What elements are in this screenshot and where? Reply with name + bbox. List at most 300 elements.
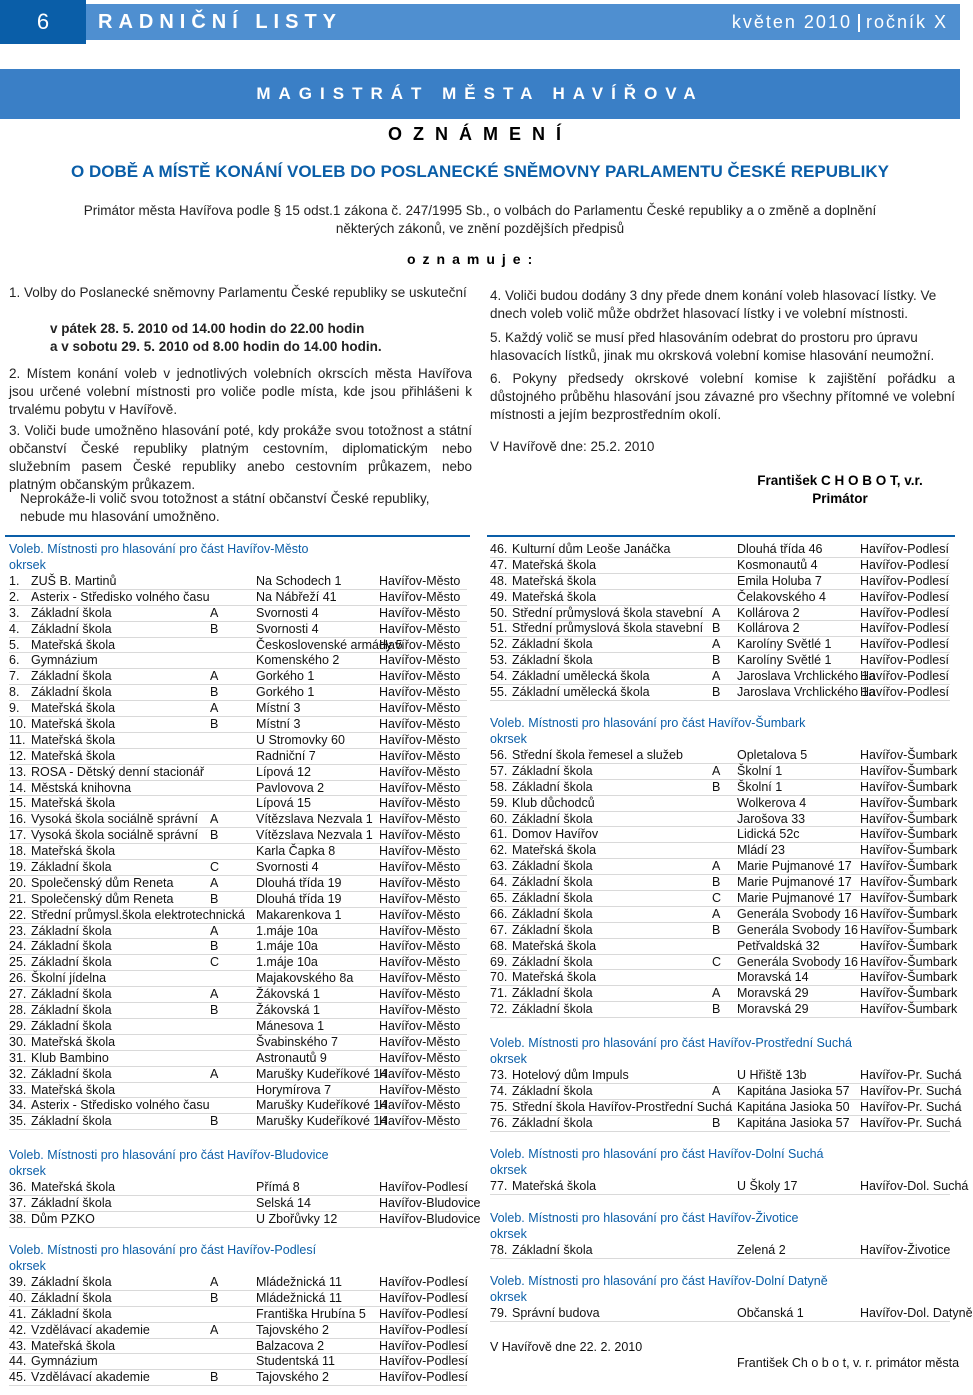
venue-district: Havířov-Šumbark <box>860 811 958 826</box>
venue-district: Havířov-Podlesí <box>379 1290 468 1305</box>
table-row <box>9 1370 467 1386</box>
venue-district: Havířov-Pr. Suchá <box>860 1099 962 1114</box>
venue-name: Základní škola <box>512 637 593 652</box>
table-row <box>490 748 958 764</box>
section-title: Voleb. Místnosti pro hlasování pro část Havířov-Prostřední Suchá <box>490 1036 852 1050</box>
row-number: 28. <box>9 1003 27 1018</box>
table-row <box>490 1083 962 1100</box>
issue-info <box>732 4 948 40</box>
venue-name: Gymnázium <box>31 653 98 668</box>
venue-address: Žákovská 1 <box>256 1003 320 1018</box>
venue-name: Základní škola <box>512 1002 593 1017</box>
section-title: Voleb. Místnosti pro hlasování pro část Havířov-Životice <box>490 1211 799 1225</box>
row-number: 10. <box>9 717 27 732</box>
section-title: Voleb. Místnosti pro hlasování pro část Havířov-Šumbark <box>490 716 806 730</box>
row-number: 50. <box>490 605 508 620</box>
venue-part: B <box>210 1370 219 1385</box>
venue-part: A <box>210 987 219 1002</box>
table-row <box>490 653 950 669</box>
row-number: 29. <box>9 1018 27 1033</box>
venue-address: Tajovského 2 <box>256 1370 329 1385</box>
table-row <box>9 749 467 765</box>
venue-name: Základní škola <box>512 779 593 794</box>
venue-district: Havířov-Město <box>379 955 461 970</box>
venue-address: Občanská 1 <box>737 1306 804 1320</box>
venue-address: Svornosti 4 <box>256 621 319 636</box>
row-number: 45. <box>9 1370 27 1385</box>
row-number: 76. <box>490 1115 508 1130</box>
row-number: 72. <box>490 1002 508 1017</box>
section-title: Voleb. Místnosti pro hlasování pro část Havířov-Město <box>9 542 309 556</box>
venue-part: A <box>210 1066 219 1081</box>
table-row <box>490 859 958 875</box>
venue-district: Havířov-Město <box>379 891 461 906</box>
table-row <box>9 574 467 590</box>
table-row <box>490 779 958 796</box>
signature <box>740 472 940 508</box>
row-number: 32. <box>9 1066 27 1081</box>
table-row <box>9 1067 467 1083</box>
venue-district: Havířov-Podlesí <box>860 573 949 588</box>
table-row <box>9 828 467 844</box>
polling-table-podlesi-cont <box>490 542 950 701</box>
venue-address: Na Nábřeží 41 <box>256 589 337 604</box>
venue-address: Balzacova 2 <box>256 1338 325 1353</box>
venue-part: A <box>210 875 219 890</box>
row-number: 75. <box>490 1099 508 1114</box>
venue-address: Marie Pujmanové 17 <box>737 891 852 906</box>
signature-name: František C H O B O T, v.r. <box>757 473 923 488</box>
table-row <box>9 1035 467 1051</box>
venue-address: Na Schodech 1 <box>256 574 342 588</box>
row-number: 7. <box>9 669 20 684</box>
venue-name: Asterix - Středisko volného času <box>31 1098 210 1113</box>
venue-address: Marie Pujmanové 17 <box>737 875 852 890</box>
row-number: 66. <box>490 906 508 921</box>
table-row <box>490 922 958 939</box>
venue-district: Havířov-Město <box>379 1018 461 1033</box>
row-number: 62. <box>490 843 508 858</box>
venue-name: Správní budova <box>512 1306 600 1320</box>
venue-address: Karla Čapka 8 <box>256 844 336 859</box>
venue-district: Havířov-Podlesí <box>860 653 949 668</box>
separator <box>858 14 860 32</box>
page-number: 6 <box>0 0 86 44</box>
venue-address: Mládí 23 <box>737 843 785 858</box>
table-row <box>490 621 950 637</box>
table-row <box>490 843 958 859</box>
page-header <box>0 0 960 44</box>
venue-district: Havířov-Podlesí <box>860 557 949 572</box>
venue-address: Zelená 2 <box>737 1243 786 1257</box>
row-number: 68. <box>490 938 508 953</box>
venue-address: Mánesova 1 <box>256 1018 325 1033</box>
section-heading-dolni <box>490 1147 824 1179</box>
intro-text <box>40 202 920 238</box>
divider <box>487 535 955 537</box>
venue-address: 1.máje 10a <box>256 939 318 954</box>
venue-address: Kollárova 2 <box>737 605 800 620</box>
row-number: 39. <box>9 1275 27 1289</box>
venue-name: Základní škola <box>31 621 112 636</box>
venue-part: A <box>712 669 721 684</box>
venue-part: A <box>712 605 721 620</box>
row-number: 78. <box>490 1243 508 1257</box>
venue-part: A <box>210 1275 219 1289</box>
election-date-1: v pátek 28. 5. 2010 od 14.00 hodin do 22.00 hodin <box>50 321 365 336</box>
row-number: 36. <box>9 1180 27 1194</box>
venue-name: Základní škola <box>31 685 112 700</box>
venue-address: Komenského 2 <box>256 653 340 668</box>
venue-district: Havířov-Město <box>379 701 461 716</box>
point-4: 4. Voliči budou dodány 3 dny přede dnem konání voleb hlasovací lístky. Ve dnech voleb volič může obdržet hlasovací lístky i ve volební místnosti. <box>490 288 937 321</box>
venue-address: Generála Svobody 16 <box>737 922 858 937</box>
row-number: 11. <box>9 732 26 747</box>
table-row <box>9 1195 481 1212</box>
venue-name: Základní škola <box>31 1066 112 1081</box>
table-row <box>9 860 467 876</box>
table-row <box>9 1180 467 1196</box>
venue-district: Havířov-Podlesí <box>379 1370 468 1385</box>
venue-address: Tajovského 2 <box>256 1322 329 1337</box>
table-row <box>9 1019 467 1035</box>
venue-district: Havířov-Pr. Suchá <box>860 1115 962 1130</box>
section-title: Voleb. Místnosti pro hlasování pro část Havířov-Podlesí <box>9 1243 317 1257</box>
venue-address: Vítězslava Nezvala 1 <box>256 812 373 827</box>
signature-role: Primátor <box>812 491 868 506</box>
venue-name: Mateřská škola <box>512 1179 597 1193</box>
venue-name: Vysoká škola sociálně správní <box>31 812 198 827</box>
table-row <box>9 924 467 940</box>
polling-table-sumbark <box>490 748 958 1018</box>
venue-district: Havířov-Město <box>379 1034 461 1049</box>
venue-name: Klub důchodců <box>512 795 595 810</box>
okrsek-label: okrsek <box>490 731 527 746</box>
venue-district: Havířov-Šumbark <box>860 795 958 810</box>
okrsek-label: okrsek <box>9 1163 46 1178</box>
venue-name: Střední škola řemesel a služeb <box>512 748 683 762</box>
table-row <box>9 796 467 812</box>
row-number: 15. <box>9 796 27 811</box>
venue-part: B <box>712 621 721 636</box>
venue-address: Dlouhá třída 46 <box>737 542 823 556</box>
venue-district: Havířov-Podlesí <box>379 1338 468 1353</box>
venue-district: Havířov-Podlesí <box>379 1322 468 1337</box>
venue-district: Havířov-Město <box>379 748 461 763</box>
venue-address: Čelakovského 4 <box>737 589 826 604</box>
venue-address: Emila Holuba 7 <box>737 573 822 588</box>
venue-name: Základní škola <box>512 653 593 668</box>
row-number: 35. <box>9 1114 27 1129</box>
venue-address: Horymírova 7 <box>256 1082 332 1097</box>
venue-name: Základní škola <box>31 605 112 620</box>
publication-title: RADNIČNÍ LISTY <box>98 11 342 33</box>
venue-name: Mateřská škola <box>31 748 116 763</box>
section-heading-prostredni <box>490 1036 852 1068</box>
venue-address: Opletalova 5 <box>737 748 808 762</box>
table-row <box>490 669 950 685</box>
row-number: 3. <box>9 605 20 620</box>
venue-part: B <box>210 1003 219 1018</box>
row-number: 17. <box>9 828 27 843</box>
venue-name: Základní škola <box>512 906 593 921</box>
venue-address: Svornosti 4 <box>256 860 319 875</box>
venue-district: Havířov-Podlesí <box>379 1180 468 1194</box>
row-number: 8. <box>9 685 20 700</box>
row-number: 20. <box>9 875 27 890</box>
row-number: 58. <box>490 779 508 794</box>
venue-part: B <box>210 685 219 700</box>
okrsek-label: okrsek <box>490 1289 527 1304</box>
row-number: 54. <box>490 669 508 684</box>
venue-address: Lípová 12 <box>256 764 311 779</box>
table-row <box>490 1306 973 1322</box>
venue-district: Havířov-Město <box>379 875 461 890</box>
venue-address: Astronautů 9 <box>256 1050 327 1065</box>
row-number: 42. <box>9 1322 27 1337</box>
row-number: 67. <box>490 922 508 937</box>
venue-name: Základní škola <box>512 891 593 906</box>
table-row <box>9 892 467 908</box>
venue-name: Mateřská škola <box>512 970 597 985</box>
row-number: 23. <box>9 923 27 938</box>
venue-address: Mládežnická 11 <box>256 1275 342 1289</box>
divider <box>5 535 470 537</box>
venue-part: C <box>712 954 722 969</box>
venue-name: Základní škola <box>31 1290 112 1305</box>
venue-address: Kollárova 2 <box>737 621 800 636</box>
point-1: 1. Volby do Poslanecké sněmovny Parlamentu České republiky se uskuteční <box>9 285 467 300</box>
point-3b: Neprokáže-li volič svou totožnost a státní občanství České republiky, nebude mu hlasování umožněno. <box>20 491 430 524</box>
venue-name: Základní škola <box>512 1083 593 1098</box>
venue-district: Havířov-Město <box>379 732 461 747</box>
venue-name: Mateřská škola <box>31 637 116 652</box>
venue-address: Svornosti 4 <box>256 605 319 620</box>
venue-part: B <box>210 1290 219 1305</box>
venue-name: Základní škola <box>31 923 112 938</box>
table-row <box>490 906 958 923</box>
section-heading-datyne <box>490 1274 828 1306</box>
table-row <box>9 812 467 828</box>
venue-name: Střední průmyslová škola stavební <box>512 621 704 636</box>
venue-address: Studentská 11 <box>256 1354 335 1369</box>
venue-address: 1.máje 10a <box>256 923 318 938</box>
row-number: 44. <box>9 1354 27 1369</box>
venue-name: Mateřská škola <box>31 701 116 716</box>
venue-name: Základní škola <box>512 859 593 874</box>
table-row <box>9 638 467 654</box>
venue-name: Mateřská škola <box>31 717 116 732</box>
venue-part: A <box>712 1083 721 1098</box>
table-row <box>9 1339 467 1355</box>
venue-name: Mateřská škola <box>512 938 597 953</box>
venue-address: U Zbořůvky 12 <box>256 1211 338 1226</box>
table-row <box>9 1003 467 1019</box>
venue-name: Asterix - Středisko volného času <box>31 589 210 604</box>
venue-name: Střední škola Havířov-Prostřední Suchá <box>512 1099 733 1114</box>
venue-part: A <box>210 701 219 716</box>
venue-district: Havířov-Podlesí <box>379 1275 468 1289</box>
venue-address: U Školy 17 <box>737 1179 798 1193</box>
venue-part: B <box>210 1114 219 1129</box>
table-row <box>9 1323 467 1339</box>
venue-part: A <box>712 859 721 874</box>
issue-date: květen 2010 <box>731 12 852 32</box>
venue-address: Švabinského 7 <box>256 1034 339 1049</box>
row-number: 73. <box>490 1068 508 1082</box>
venue-name: Společenský dům Reneta <box>31 891 174 906</box>
okrsek-label: okrsek <box>9 1258 46 1273</box>
venue-part: B <box>712 1002 721 1017</box>
venue-name: Základní škola <box>31 939 112 954</box>
row-number: 63. <box>490 859 508 874</box>
venue-district: Havířov-Město <box>379 685 461 700</box>
venue-name: Základní umělecká škola <box>512 685 650 700</box>
venue-name: Základní škola <box>31 1003 112 1018</box>
venue-address: Gorkého 1 <box>256 685 315 700</box>
venue-district: Havířov-Pr. Suchá <box>860 1068 962 1082</box>
venue-address: Žákovská 1 <box>256 987 320 1002</box>
venue-name: Základní škola <box>512 763 593 778</box>
row-number: 43. <box>9 1338 27 1353</box>
venue-address: Lípová 15 <box>256 796 311 811</box>
table-row <box>9 1354 467 1370</box>
table-row <box>490 938 958 955</box>
table-row <box>490 811 958 828</box>
row-number: 60. <box>490 811 508 826</box>
venue-address: Kosmonautů 4 <box>737 557 818 572</box>
venue-address: Gorkého 1 <box>256 669 315 684</box>
venue-address: Přímá 8 <box>256 1180 300 1194</box>
row-number: 37. <box>9 1195 27 1210</box>
venue-part: B <box>210 939 219 954</box>
venue-name: Městská knihovna <box>31 780 132 795</box>
venue-district: Havířov-Šumbark <box>860 970 958 985</box>
venue-address: Kapitána Jasioka 57 <box>737 1083 850 1098</box>
venue-part: B <box>210 891 219 906</box>
okrsek-label: okrsek <box>490 1162 527 1177</box>
venue-name: Mateřská škola <box>31 796 116 811</box>
venue-address: Dlouhá třída 19 <box>256 875 342 890</box>
venue-address: Československé armády 5 <box>256 637 403 652</box>
table-row <box>9 669 467 685</box>
venue-district: Havířov-Město <box>379 1082 461 1097</box>
venue-district: Havířov-Město <box>379 653 461 668</box>
table-row <box>9 1098 467 1114</box>
venue-district: Havířov-Město <box>379 907 461 922</box>
row-number: 34. <box>9 1098 27 1113</box>
row-number: 4. <box>9 621 20 636</box>
venue-name: Základní umělecká škola <box>512 669 650 684</box>
venue-address: Karolíny Světlé 1 <box>737 637 832 652</box>
venue-part: B <box>712 779 721 794</box>
table-row <box>9 955 467 971</box>
venue-name: Základní škola <box>31 1306 112 1321</box>
row-number: 64. <box>490 875 508 890</box>
row-number: 24. <box>9 939 27 954</box>
venue-district: Havířov-Bludovice <box>379 1195 481 1210</box>
magistrat-heading: MAGISTRÁT MĚSTA HAVÍŘOVA <box>256 84 704 103</box>
row-number: 18. <box>9 844 27 859</box>
venue-name: Dům PZKO <box>31 1211 95 1226</box>
row-number: 5. <box>9 637 20 652</box>
row-number: 79. <box>490 1306 508 1320</box>
row-number: 53. <box>490 653 508 668</box>
venue-name: Školní jídelna <box>31 971 107 986</box>
venue-district: Havířov-Pr. Suchá <box>860 1083 962 1098</box>
row-number: 57. <box>490 763 508 778</box>
venue-district: Havířov-Město <box>379 971 461 986</box>
header-bar <box>86 4 960 40</box>
venue-address: Radniční 7 <box>256 748 316 763</box>
venue-name: Mateřská škola <box>31 844 116 859</box>
row-number: 19. <box>9 860 27 875</box>
venue-name: Vzdělávací akademie <box>31 1370 150 1385</box>
section-heading-mesto <box>9 542 308 574</box>
venue-district: Havířov-Šumbark <box>860 859 958 874</box>
venue-part: A <box>210 923 219 938</box>
venue-address: Místní 3 <box>256 717 301 732</box>
venue-address: Kapitána Jasioka 57 <box>737 1115 850 1130</box>
row-number: 38. <box>9 1211 27 1226</box>
polling-table-dolni <box>490 1179 969 1195</box>
table-row <box>9 685 467 701</box>
venue-name: Střední průmyslová škola stavební <box>512 605 704 620</box>
venue-name: Základní škola <box>31 1018 112 1033</box>
venue-district: Havířov-Šumbark <box>860 779 958 794</box>
table-row <box>9 606 467 622</box>
venue-address: Pavlovova 2 <box>256 780 325 795</box>
venue-district: Havířov-Podlesí <box>379 1354 468 1369</box>
venue-address: Jarošova 33 <box>737 811 806 826</box>
venue-district: Havířov-Město <box>379 621 461 636</box>
table-row <box>9 590 467 606</box>
venue-district: Havířov-Město <box>379 589 461 604</box>
table-row <box>9 876 467 892</box>
table-row <box>9 971 467 987</box>
venue-address: Jaroslava Vrchlického 1a <box>737 685 876 700</box>
table-row <box>9 622 467 638</box>
footer-date: V Havířově dne 22. 2. 2010 <box>490 1340 643 1354</box>
point-3: 3. Voliči bude umožněno hlasování poté, kdy prokáže svou totožnost a státní občanství České republiky platným cestovním, diplomatickým nebo služebním pasem České republiky anebo cestovním průkazem, nebo platným občanským průkazem. <box>9 423 472 492</box>
election-date-2: a v sobotu 29. 5. 2010 od 8.00 hodin do 14.00 hodin. <box>50 339 382 354</box>
venue-name: Klub Bambino <box>31 1050 109 1065</box>
table-row <box>9 733 467 749</box>
table-row <box>490 1068 962 1084</box>
row-number: 13. <box>9 764 27 779</box>
table-row <box>490 558 950 574</box>
venue-address: Marušky Kudeříkové 14 <box>256 1066 388 1081</box>
venue-address: Wolkerova 4 <box>737 795 807 810</box>
table-row <box>9 1211 481 1228</box>
row-number: 12. <box>9 748 27 763</box>
venue-district: Havířov-Město <box>379 812 461 827</box>
venue-district: Havířov-Šumbark <box>860 827 958 842</box>
venue-address: Školní 1 <box>737 779 783 794</box>
table-row <box>490 685 950 701</box>
section-heading-zivotice <box>490 1211 798 1243</box>
venue-district: Havířov-Podlesí <box>860 542 949 556</box>
row-number: 40. <box>9 1290 27 1305</box>
table-row <box>9 987 467 1003</box>
section-title: Voleb. Místnosti pro hlasování pro část Havířov-Bludovice <box>9 1148 329 1162</box>
venue-address: U Stromovky 60 <box>256 732 345 747</box>
table-row <box>9 1051 467 1067</box>
venue-name: ROSA - Dětský denní stacionář <box>31 764 204 779</box>
venue-district: Havířov-Podlesí <box>860 637 949 652</box>
venue-name: Základní škola <box>512 922 593 937</box>
table-row <box>490 986 958 1002</box>
